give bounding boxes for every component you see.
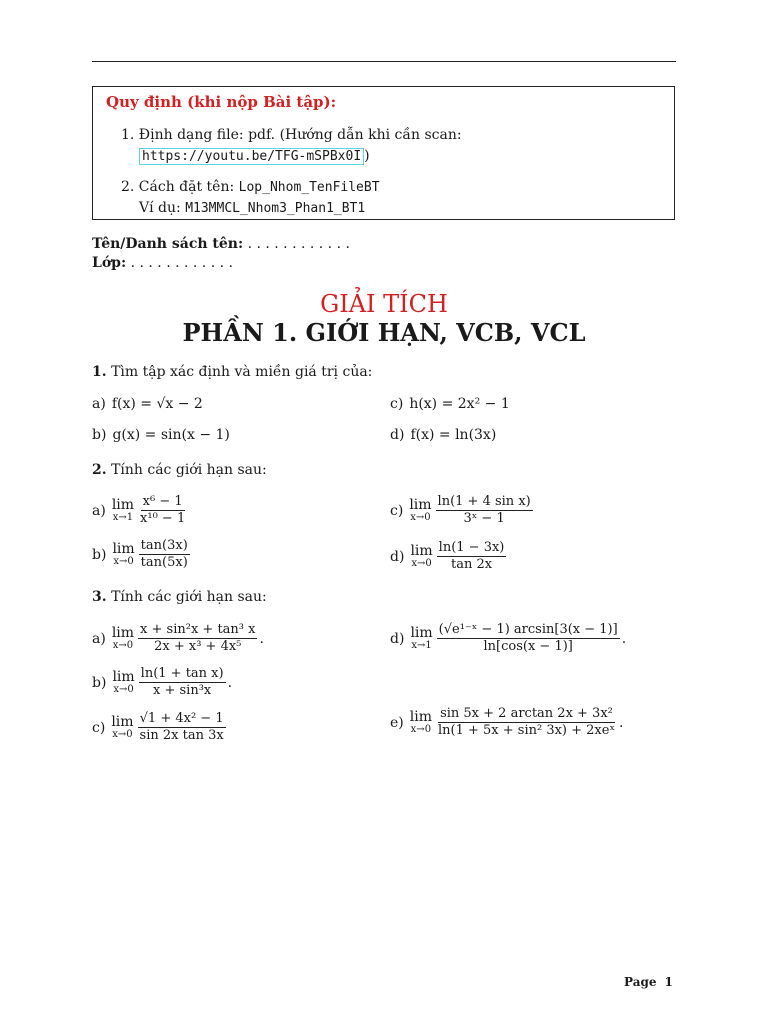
q3-item-a-limit: [112, 626, 134, 651]
q2-item-a-label: a): [92, 502, 106, 519]
q1-item-d-expr: f(x) = ln(3x): [410, 427, 497, 443]
scan-guide-link[interactable]: https://youtu.be/TFG-mSPBx0I: [139, 148, 364, 165]
page-label: Page: [624, 975, 657, 989]
q2-item-b-fraction: [139, 538, 190, 571]
q3-item-c-limit: [111, 715, 133, 740]
numerator: √1 + 4x² − 1: [139, 711, 224, 726]
rule-item-format: [121, 125, 462, 167]
numerator: sin 5x + 2 arctan 2x + 3x²: [440, 706, 613, 721]
rule-item-format-close: ): [364, 148, 370, 164]
lim-operator: lim: [111, 497, 135, 513]
q3-item-d-label: d): [390, 630, 405, 647]
naming-example: M13MMCL_Nhom3_Phan1_BT1: [185, 201, 366, 216]
rule-item-naming: [121, 177, 380, 219]
numerator: x⁶ − 1: [142, 494, 183, 509]
rules-title: Quy định (khi nộp Bài tập):: [106, 93, 337, 111]
q2-item-a-limit: [112, 498, 134, 523]
q3-item-b: [92, 666, 232, 699]
q3-item-e: [390, 706, 623, 739]
q3-item-b-label: b): [92, 674, 107, 691]
numerator: ln(1 − 3x): [438, 540, 505, 555]
submission-rules-box: [92, 86, 675, 220]
q3-item-b-limit: [112, 670, 134, 695]
q3-item-b-period: .: [227, 674, 233, 691]
example-label: Ví dụ:: [139, 200, 186, 216]
q3-item-e-fraction: [436, 706, 617, 739]
lim-subscript: x→0: [411, 558, 432, 569]
numerator: ln(1 + tan x): [140, 666, 224, 681]
lim-subscript: x→0: [112, 729, 133, 740]
numerator: ln(1 + 4 sin x): [437, 494, 531, 509]
top-rule: [92, 61, 676, 62]
q3-item-a-label: a): [92, 630, 106, 647]
q3-item-a-period: .: [259, 630, 264, 647]
lim-operator: lim: [111, 625, 135, 641]
q3-item-e-limit: [410, 710, 432, 735]
names-blank: . . . . . . . . . . . .: [243, 236, 350, 252]
q2-item-d: [390, 540, 506, 573]
numerator: x + sin²x + tan³ x: [140, 622, 256, 637]
class-label: Lớp:: [92, 255, 127, 271]
question-1: [92, 364, 372, 380]
lim-operator: lim: [409, 497, 432, 513]
q3-item-c-fraction: [138, 711, 226, 744]
q2-item-d-limit: [410, 544, 432, 569]
q1-item-b-expr: g(x) = sin(x − 1): [112, 427, 230, 443]
q2-item-a: [92, 494, 187, 527]
q2-item-d-fraction: [437, 540, 507, 573]
question-3-number: 3.: [92, 589, 107, 605]
question-1-number: 1.: [92, 364, 107, 380]
rule-item-format-text: 1. Định dạng file: pdf. (Hướng dẫn khi cần scan:: [121, 127, 462, 143]
lim-operator: lim: [112, 541, 135, 557]
q3-item-a-fraction: [138, 622, 257, 655]
q2-item-b-label: b): [92, 546, 107, 563]
denominator: ln[cos(x − 1)]: [483, 639, 573, 654]
page-number: [624, 975, 673, 989]
q1-item-c-label: c): [390, 396, 404, 412]
numerator: (√e¹⁻ˣ − 1) arcsin[3(x − 1)]: [438, 622, 618, 637]
q1-item-a-label: a): [92, 396, 106, 412]
denominator: tan(5x): [140, 555, 188, 570]
q2-item-a-fraction: [138, 494, 187, 527]
names-label: Tên/Danh sách tên:: [92, 236, 244, 252]
denominator: ln(1 + 5x + sin² 3x) + 2xeˣ: [437, 723, 615, 738]
q1-item-c-expr: h(x) = 2x² − 1: [409, 396, 510, 412]
q3-item-d-period: .: [621, 630, 627, 647]
part-title: PHẦN 1. GIỚI HẠN, VCB, VCL: [182, 318, 586, 347]
question-2-text: Tính các giới hạn sau:: [106, 462, 267, 478]
q1-item-d: [390, 427, 496, 443]
denominator: x¹⁰ − 1: [140, 511, 186, 526]
denominator: 3ˣ − 1: [463, 511, 505, 526]
lim-subscript: x→1: [112, 512, 134, 523]
q1-item-a: [92, 396, 203, 412]
q1-item-b-label: b): [92, 427, 107, 443]
denominator: 2x + x³ + 4x⁵: [154, 639, 242, 654]
lim-operator: lim: [410, 625, 433, 641]
question-2: [92, 462, 267, 478]
question-3: [92, 589, 267, 605]
lim-subscript: x→0: [113, 684, 134, 695]
lim-subscript: x→0: [410, 724, 432, 735]
q3-item-c: [92, 711, 226, 744]
names-field: [92, 236, 350, 252]
lim-operator: lim: [410, 543, 433, 559]
q3-item-d-limit: [410, 626, 432, 651]
q2-item-c: [390, 494, 533, 527]
q2-item-b: [92, 538, 190, 571]
q3-item-d-fraction: [437, 622, 620, 655]
q3-item-e-period: .: [618, 714, 624, 731]
q3-item-a: [92, 622, 264, 655]
q3-item-d: [390, 622, 626, 655]
q1-item-c: [390, 396, 510, 412]
denominator: tan 2x: [450, 557, 493, 572]
lim-subscript: x→1: [411, 640, 432, 651]
numerator: tan(3x): [140, 538, 188, 553]
q2-item-d-label: d): [390, 548, 405, 565]
naming-pattern: Lop_Nhom_TenFileBT: [238, 180, 380, 195]
q2-item-c-fraction: [436, 494, 533, 527]
q3-item-c-label: c): [92, 719, 106, 736]
q1-item-b: [92, 427, 230, 443]
question-3-text: Tính các giới hạn sau:: [106, 589, 267, 605]
lim-subscript: x→0: [112, 640, 134, 651]
q2-item-c-limit: [409, 498, 431, 523]
denominator: x + sin³x: [153, 683, 212, 698]
q3-item-b-fraction: [139, 666, 226, 699]
lim-subscript: x→0: [410, 512, 431, 523]
denominator: sin 2x tan 3x: [139, 728, 224, 743]
question-1-text: Tìm tập xác định và miền giá trị của:: [106, 364, 373, 380]
q2-item-b-limit: [112, 542, 134, 567]
q2-item-c-label: c): [390, 502, 404, 519]
subject-title: GIẢI TÍCH: [320, 290, 448, 318]
question-2-number: 2.: [92, 462, 107, 478]
class-field: [92, 255, 233, 271]
lim-operator: lim: [112, 669, 135, 685]
rule-item-naming-text: 2. Cách đặt tên:: [121, 179, 239, 195]
page-number-value: 1: [664, 975, 673, 989]
q1-item-a-expr: f(x) = √x − 2: [111, 396, 203, 412]
q3-item-e-label: e): [390, 714, 404, 731]
q1-item-d-label: d): [390, 427, 405, 443]
lim-subscript: x→0: [113, 556, 134, 567]
class-blank: . . . . . . . . . . . .: [126, 255, 233, 271]
lim-operator: lim: [111, 714, 134, 730]
lim-operator: lim: [409, 709, 432, 725]
